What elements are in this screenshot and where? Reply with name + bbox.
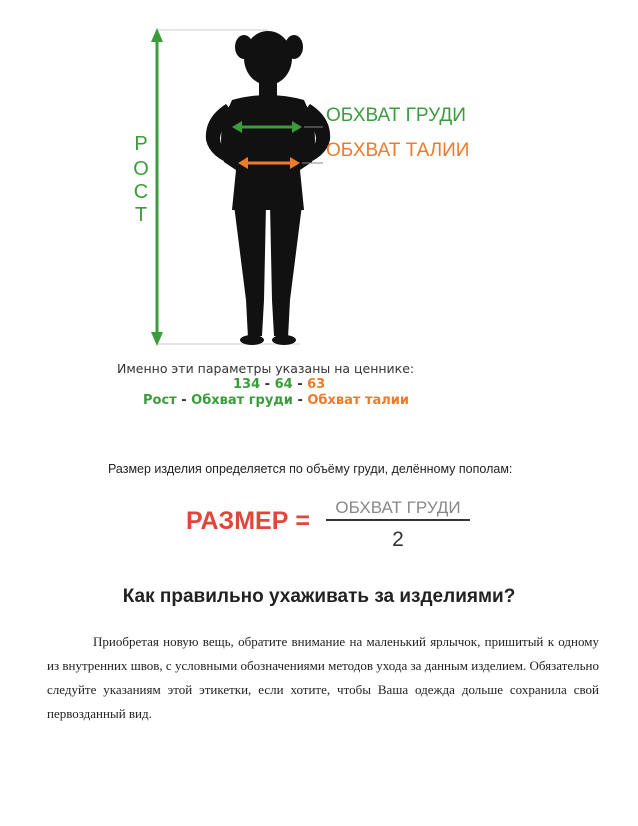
height-name: Рост [143,393,177,408]
figure-caption-names [143,393,409,408]
waist-value: 63 [307,377,326,392]
child-silhouette [206,31,330,345]
size-intro-text: Размер изделия определяется по объёму груди, делённому пополам: [108,462,513,476]
care-paragraph [47,630,599,726]
separator: - [292,393,308,408]
chest-label: ОБХВАТ ГРУДИ [326,105,466,126]
separator: - [292,377,308,392]
separator: - [176,393,192,408]
waist-label: ОБХВАТ ТАЛИИ [326,140,470,161]
height-arrow [151,28,163,346]
formula-denominator: 2 [392,528,404,551]
separator: - [260,377,275,392]
figure-caption: Именно эти параметры указаны на ценнике: [117,361,415,376]
height-letter: С [133,181,149,203]
height-value: 134 [233,377,261,392]
size-formula [186,493,476,551]
height-label [133,133,149,226]
height-letter: Р [134,133,148,155]
figure-caption-values [233,377,325,392]
care-paragraph-text: Приобретая новую вещь, обратите внимание на маленький ярлычок, пришитый к одному из внутренних швов, с условными обозначениями методов ухода за данным изделием. Обязательно следуйте указаниям этой этикетки, если хотите, чтобы Ваша одежда дольше сохранила свой первозданный вид. [47,634,599,721]
formula-left: РАЗМЕР = [186,507,310,535]
height-letter: О [133,158,149,180]
formula-numerator: ОБХВАТ ГРУДИ [335,498,461,517]
waist-name: Обхват талии [307,393,409,408]
chest-value: 64 [274,377,293,392]
height-letter: Т [134,204,148,226]
section-heading: Как правильно ухаживать за изделиями? [122,586,516,607]
chest-name: Обхват груди [191,393,293,408]
